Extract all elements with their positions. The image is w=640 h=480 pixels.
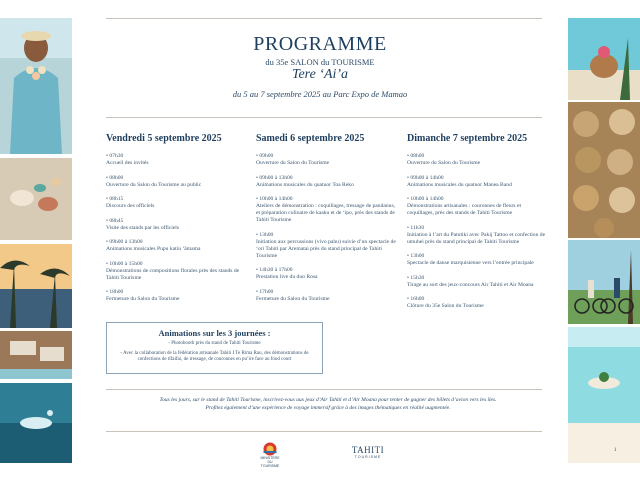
item-desc: Prestation live du duo Rosa (256, 274, 318, 280)
item-desc: Tirage au sort des jeux-concours Air Tahiti et Air Moana (407, 281, 534, 288)
schedule-item (106, 239, 246, 253)
footer-line: Profitez également d’une expérience de voyage immersif grâce à des images thématiques en réalité augmentée. (205, 404, 451, 411)
item-desc: Visite des stands par les officiels (106, 224, 180, 231)
day-column-sunday (407, 133, 547, 318)
item-desc: Fermeture du Salon du Tourisme (106, 296, 180, 302)
item-time: • 14h30 à 17h00 (256, 267, 396, 274)
item-time: • 17h00 (256, 289, 396, 296)
item-time: • 18h00 (106, 289, 246, 296)
item-desc: Discours des officiels (106, 203, 155, 209)
animations-line: - Avec la collaboration de la fédération artisanale Tahiti I Te Rima Rau, des démonstrations de confections de tīfaifai, de tressage, de couronnes en pu’ire face au food court (120, 350, 309, 362)
day-title: Samedi 6 septembre 2025 (256, 133, 365, 144)
page-subtitle: du 35e SALON du TOURISME (265, 57, 375, 67)
footer-line: Tous les jours, sur le stand de Tahiti Tourisme, inscrivez-vous aux jeux d’Air Tahiti et d’Air Moana pour tenter de gagner des billets d’avion vers les îles. (159, 397, 497, 403)
tahiti-tourisme-logo (348, 445, 388, 459)
item-time: • 15h30 (407, 275, 547, 282)
animations-box (106, 322, 323, 374)
schedule-item (106, 261, 246, 282)
schedule-item (407, 253, 547, 267)
photo-underwater-diver (0, 383, 72, 463)
schedule-item (407, 175, 547, 189)
item-time: • 10h00 à 14h00 (256, 196, 396, 203)
photo-lagoon-islet (568, 327, 640, 463)
item-desc: Initiation aux percussions (vivo pahu) suivie d’un spectacle de ‘ori Tahiti par Arematai près du stand principal de Tahiti Tourisme (256, 238, 396, 259)
top-divider (106, 18, 542, 19)
ministry-logo (258, 442, 282, 468)
schedule-item (106, 218, 246, 232)
brand-name: TAHITI (351, 445, 385, 455)
item-desc: Animations musicales du quatuor Toa Reko (256, 181, 354, 188)
ministry-caption: MINISTÈRE DU TOURISME (260, 456, 280, 468)
photo-woven-baskets (568, 102, 640, 238)
item-time: • 08h15 (106, 196, 246, 203)
item-time: • 11h30 (407, 225, 547, 232)
animations-title: Animations sur les 3 journées : (158, 328, 271, 338)
schedule-item (256, 289, 396, 303)
footer-note (108, 397, 548, 412)
photo-shell-craft (0, 158, 72, 240)
event-name: Tere ‘Ai’a (291, 67, 349, 82)
item-time: • 09h00 à 14h00 (407, 175, 547, 182)
day-column-saturday (256, 133, 396, 310)
schedule-item (256, 267, 396, 281)
item-desc: Fermeture du Salon du Tourisme (256, 295, 330, 302)
item-desc: Démonstrations artisanales : couronnes de fleurs et coquillages, près des stands de Tahiti Tourisme (407, 203, 522, 216)
photo-overwater-deck (0, 331, 72, 379)
item-time: • 09h00 (256, 153, 396, 160)
item-desc: Spectacle de danse marquisienne vers l’entrée principale (407, 260, 534, 266)
photo-cyclists-palms (568, 240, 640, 324)
page-number: 1 (614, 448, 617, 453)
item-time: • 10h00 à 15h00 (106, 261, 246, 268)
item-desc: Ouverture du Salon du Tourisme au public (106, 181, 202, 188)
item-desc: Ouverture du Salon du Tourisme (256, 160, 330, 166)
schedule-item (407, 196, 547, 217)
day-title: Vendredi 5 septembre 2025 (106, 133, 222, 144)
schedule-item (256, 153, 396, 167)
footer-divider-top (106, 389, 542, 390)
item-time: • 08h00 (407, 153, 547, 160)
item-time: • 10h00 à 14h00 (407, 196, 547, 203)
schedule-item (106, 196, 246, 210)
header-divider (106, 117, 542, 118)
item-desc: Ateliers de démonstration : coquillages, tressage de pandanus, et préparation culinaire de kaaku et de ‘ipo, près des stands de Tahiti Tourisme (256, 203, 396, 223)
item-time: • 16h00 (407, 296, 547, 303)
schedule-item (407, 296, 547, 310)
schedule-item (106, 175, 246, 189)
item-time: • 09h00 à 13h00 (106, 239, 246, 246)
event-dates: du 5 au 7 septembre 2025 au Parc Expo de Mamao (232, 89, 408, 99)
schedule-item (407, 225, 547, 246)
schedule-item (106, 289, 246, 303)
animations-line: - Photobooth près du stand de Tahiti Tourisme (168, 341, 261, 346)
item-time: • 08h00 (106, 175, 246, 182)
schedule-item (407, 275, 547, 289)
schedule-item (256, 232, 396, 260)
item-desc: Initiation à l’art du Patutiki avec Pakij Tattoo et confection de umuhei près du stand principal de Tahiti Tourisme (407, 231, 546, 245)
day-column-friday (106, 133, 246, 311)
schedule-item (407, 153, 547, 167)
item-time: • 13h00 (256, 232, 396, 239)
item-desc: Animations musicales du quatuor Manea Band (407, 181, 512, 188)
photo-beach-sunset (0, 244, 72, 328)
item-time: • 07h30 (106, 153, 246, 160)
page-title: PROGRAMME (253, 33, 387, 55)
footer-divider-bottom (106, 431, 542, 432)
schedule-item (106, 153, 246, 167)
item-desc: Ouverture du Salon du Tourisme (407, 160, 481, 166)
schedule-item (256, 196, 396, 224)
ministry-emblem-icon (263, 442, 277, 456)
item-desc: Démonstrations de compositions florales près des stands de Tahiti Tourisme (106, 267, 240, 281)
schedule-item (256, 175, 396, 189)
item-time: • 08h45 (106, 218, 246, 225)
day-title: Dimanche 7 septembre 2025 (407, 133, 528, 144)
item-desc: Clôture du 35e Salon du Tourisme (407, 303, 484, 309)
item-time: • 13h00 (407, 253, 547, 260)
item-time: • 09h00 à 13h00 (256, 175, 396, 182)
item-desc: Animations musicales Pupu katiu ‘āmama (106, 246, 201, 252)
brand-tagline: TOURISME (354, 455, 382, 459)
item-desc: Accueil des invités (106, 160, 149, 166)
